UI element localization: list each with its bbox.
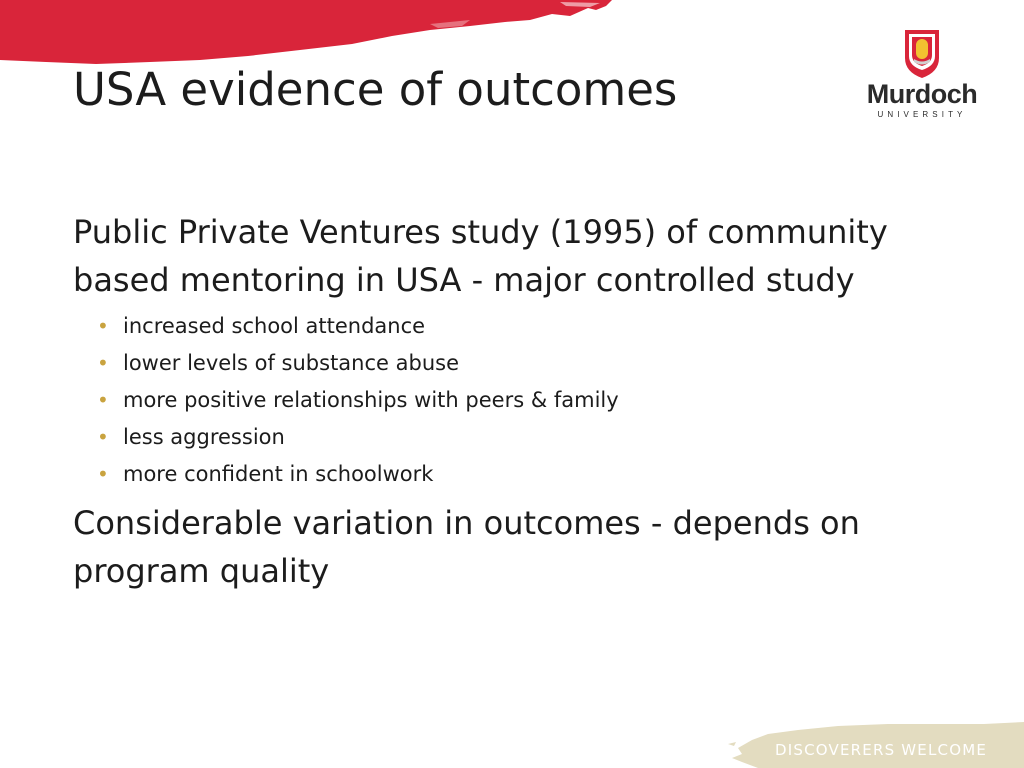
list-item bbox=[73, 308, 973, 345]
bullet-icon: • bbox=[97, 388, 109, 412]
logo-wordmark: Murdoch bbox=[866, 79, 978, 109]
murdoch-university-logo bbox=[862, 30, 982, 125]
slide-body bbox=[73, 208, 973, 595]
bullet-icon: • bbox=[97, 425, 109, 449]
list-item-text: more positive relationships with peers & family bbox=[123, 388, 619, 412]
bullet-icon: • bbox=[97, 462, 109, 486]
murdoch-shield-icon bbox=[905, 30, 939, 78]
list-item bbox=[73, 382, 973, 419]
logo-subtitle: UNIVERSITY bbox=[877, 110, 967, 119]
outcome-list bbox=[73, 308, 973, 493]
list-item-text: increased school attendance bbox=[123, 314, 426, 338]
list-item bbox=[73, 456, 973, 493]
list-item bbox=[73, 419, 973, 456]
list-item-text: more confident in schoolwork bbox=[123, 462, 434, 486]
conclusion-paragraph: Considerable variation in outcomes - depends on program quality bbox=[73, 504, 860, 590]
bullet-icon: • bbox=[97, 351, 109, 375]
intro-paragraph: Public Private Ventures study (1995) of community based mentoring in USA - major controlled study bbox=[73, 213, 888, 299]
red-brush-stroke bbox=[0, 0, 620, 70]
list-item-text: less aggression bbox=[123, 425, 285, 449]
slide-title: USA evidence of outcomes bbox=[73, 63, 678, 116]
bullet-icon: • bbox=[97, 314, 109, 338]
list-item bbox=[73, 345, 973, 382]
discoverers-welcome-stamp: DISCOVERERS WELCOME bbox=[775, 741, 988, 759]
list-item-text: lower levels of substance abuse bbox=[123, 351, 459, 375]
